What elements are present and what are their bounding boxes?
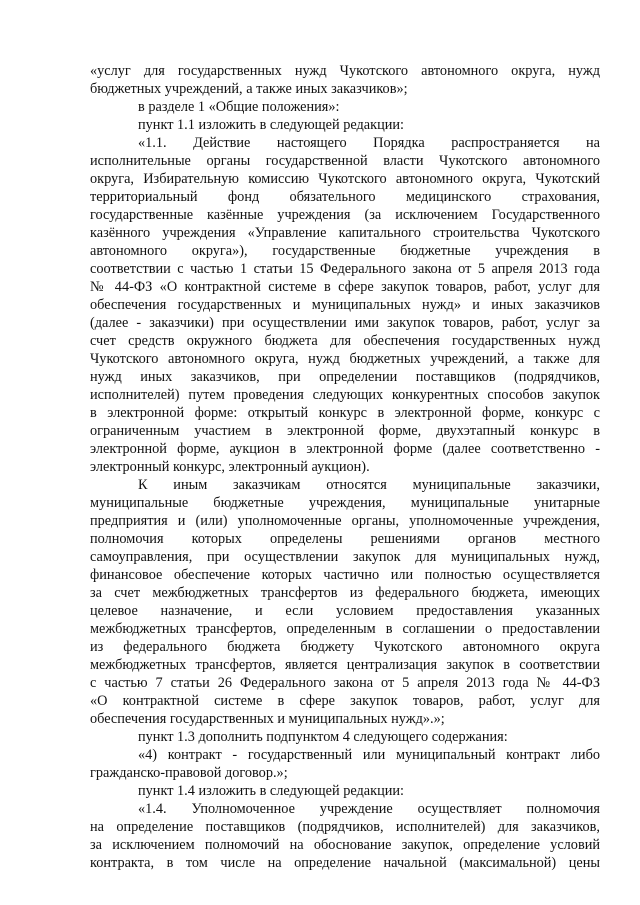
text-line: пункт 1.1 изложить в следующей редакции:	[138, 117, 405, 133]
text-line: ограниченным участием в электронной форме, двухэтапный конкурс в	[90, 423, 600, 439]
text-line: предприятия и (или) уполномоченные органы, уполномоченные учреждения,	[90, 513, 600, 529]
text-line: в электронной форме: открытый конкурс в электронной форме, конкурс с	[90, 405, 600, 421]
text-line: межбюджетных трансфертов, является централизация закупок в соответствии	[90, 657, 600, 673]
text-line: территориальный фонд обязательного медицинского страхования,	[90, 189, 600, 205]
text-line: на определение поставщиков (подрядчиков, исполнителей) для заказчиков,	[90, 819, 600, 835]
text-line: электронной форме, аукцион в электронной форме (далее соответственно -	[90, 441, 600, 457]
text-line: обеспечения государственных и муниципальных нужд» и иных заказчиков	[90, 297, 600, 313]
text-line: «1.4. Уполномоченное учреждение осуществляет полномочия	[138, 801, 600, 817]
text-line: исполнительные органы государственной власти Чукотского автономного	[90, 153, 600, 169]
text-line: Чукотского автономного округа, нужд бюджетных учреждений, а также для	[90, 351, 600, 367]
text-line: гражданско-правовой договор.»;	[90, 765, 288, 781]
text-line: счет средств окружного бюджета для обеспечения государственных нужд	[90, 333, 600, 349]
text-line: в разделе 1 «Общие положения»:	[138, 99, 340, 115]
text-line: финансовое обеспечение которых частично или полностью осуществляется	[90, 567, 600, 583]
text-line: пункт 1.4 изложить в следующей редакции:	[138, 783, 405, 799]
text-line: казённого учреждения «Управление капитального строительства Чукотского	[90, 225, 600, 241]
text-line: контракта, в том числе на определение начальной (максимальной) цены	[90, 855, 600, 871]
text-line: К иным заказчикам относятся муниципальные заказчики,	[138, 477, 600, 493]
text-line: «услуг для государственных нужд Чукотского автономного округа, нужд	[90, 63, 600, 79]
text-line: пункт 1.3 дополнить подпунктом 4 следующего содержания:	[138, 729, 508, 745]
text-line: муниципальные бюджетные учреждения, муниципальные унитарные	[90, 495, 600, 511]
text-line: № 44-ФЗ «О контрактной системе в сфере закупок товаров, работ, услуг для	[90, 279, 600, 295]
text-line: за счет межбюджетных трансфертов из федерального бюджета, имеющих	[90, 585, 600, 601]
text-line: (далее - заказчики) при осуществлении ими закупок товаров, работ, услуг за	[90, 315, 600, 331]
text-line: государственные казённые учреждения (за исключением Государственного	[90, 207, 600, 223]
text-line: целевое назначение, и если условием предоставления указанных	[90, 603, 600, 619]
text-line: исполнителей) путем проведения следующих конкурентных способов закупок	[90, 387, 600, 403]
text-line: обеспечения государственных и муниципальных нужд».»;	[90, 711, 445, 727]
text-line: межбюджетных трансфертов, определенным в соглашении о предоставлении	[90, 621, 600, 637]
text-line: «О контрактной системе в сфере закупок товаров, работ, услуг для	[90, 693, 600, 709]
text-line: автономного округа»), государственные бюджетные учреждения в	[90, 243, 600, 259]
text-line: соответствии с частью 1 статьи 15 Федерального закона от 5 апреля 2013 года	[90, 261, 600, 277]
text-line: округа, Избирательную комиссию Чукотского автономного округа, Чукотский	[90, 171, 600, 187]
text-line: нужд иных заказчиков, при определении поставщиков (подрядчиков,	[90, 369, 600, 385]
text-line: электронный конкурс, электронный аукцион).	[90, 459, 370, 475]
text-line: самоуправления, при осуществлении закупок для муниципальных нужд,	[90, 549, 600, 565]
text-line: из федерального бюджета бюджету Чукотского автономного округа	[90, 639, 600, 655]
text-line: «4) контракт - государственный или муниципальный контракт либо	[138, 747, 600, 763]
text-line: бюджетных учреждений, а также иных заказчиков»;	[90, 81, 408, 97]
text-line: с частью 7 статьи 26 Федерального закона от 5 апреля 2013 года № 44-ФЗ	[90, 675, 600, 691]
text-line: «1.1. Действие настоящего Порядка распространяется на	[138, 135, 600, 151]
text-line: полномочия которых определены решениями органов местного	[90, 531, 600, 547]
text-line: за исключением полномочий на обоснование закупок, определение условий	[90, 837, 600, 853]
